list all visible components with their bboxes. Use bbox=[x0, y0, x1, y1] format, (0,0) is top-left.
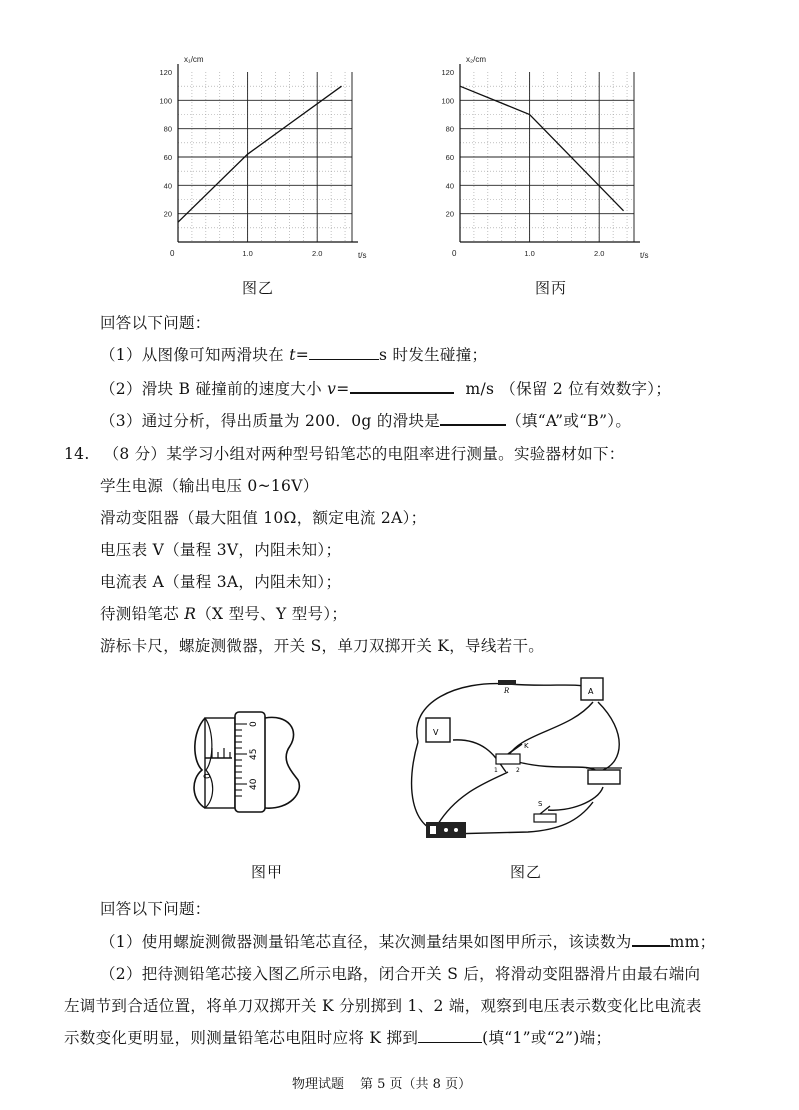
fig-yi-caption: 图乙 bbox=[510, 863, 543, 881]
footer-page: 第 5 页（共 8 页） bbox=[360, 1077, 472, 1092]
q14-stem-line bbox=[64, 442, 625, 464]
q13-item-1 bbox=[100, 343, 487, 365]
q14-stem: （8 分）某学习小组对两种型号铅笔芯的电阻率进行测量。实验器材如下： bbox=[103, 445, 625, 463]
micrometer-label-main-0: 0 bbox=[203, 773, 213, 779]
q14-q2-line1: （2）把待测铅笔芯接入图乙所示电路，闭合开关 S 后，将滑动变阻器滑片由最右端向 bbox=[100, 965, 701, 983]
q13-q2-var: v bbox=[327, 380, 337, 398]
chart-grid bbox=[460, 72, 634, 242]
y-tick-label: 120 bbox=[159, 68, 172, 77]
q13-q2-note: （保留 2 位有效数字）； bbox=[500, 380, 672, 398]
switch-k-label: K bbox=[524, 742, 529, 750]
q13-item-3 bbox=[100, 409, 631, 431]
chart-ylabel: x₂/cm bbox=[466, 55, 486, 64]
q14-tools: 游标卡尺，螺旋测微器，开关 S，单刀双掷开关 K，导线若干。 bbox=[100, 637, 545, 655]
y-tick-label: 80 bbox=[445, 124, 454, 134]
answer-blank[interactable] bbox=[440, 410, 506, 426]
q14-q1-post: mm； bbox=[669, 933, 716, 951]
x-tick-label: 2.0 bbox=[311, 249, 323, 258]
circuit-figure bbox=[398, 672, 638, 847]
answer-blank[interactable] bbox=[309, 345, 379, 360]
answer-blank[interactable] bbox=[350, 378, 454, 394]
chart-bing bbox=[422, 50, 662, 280]
ammeter-label: A bbox=[588, 687, 594, 696]
q14-pencil-var: R bbox=[184, 605, 197, 623]
voltmeter-label: V bbox=[433, 728, 439, 737]
q14-q2-line2: 左调节到合适位置，将单刀双掷开关 K 分别掷到 1、2 端，观察到电压表示数变化比电流表 bbox=[64, 997, 702, 1015]
q14-equipment-3: 电压表 V（量程 3V，内阻未知）； bbox=[100, 541, 342, 559]
chart-ylabel: x₁/cm bbox=[184, 55, 204, 64]
chart-tick-labels bbox=[159, 68, 322, 258]
q14-q1-pre: （1）使用螺旋测微器测量铅笔芯直径，某次测量结果如图甲所示，该读数为 bbox=[100, 933, 632, 951]
y-tick-label: 60 bbox=[445, 153, 454, 162]
y-tick-label: 120 bbox=[441, 68, 454, 77]
chart-origin-label: 0 bbox=[170, 249, 175, 258]
page-footer bbox=[292, 1073, 471, 1092]
footer-subject: 物理试题 bbox=[292, 1077, 345, 1092]
y-tick-label: 100 bbox=[441, 96, 454, 106]
q13-q2-eq: = bbox=[336, 380, 350, 398]
q13-q3-pre: （3）通过分析，得出质量为 200．0g 的滑块是 bbox=[100, 412, 441, 430]
answer-blank[interactable] bbox=[632, 931, 670, 947]
chart-caption-bing: 图丙 bbox=[535, 279, 568, 297]
q13-q3-post: （填“A”或“B”）。 bbox=[506, 412, 632, 430]
switch-k-terminal-2: 2 bbox=[516, 767, 520, 774]
y-tick-label: 40 bbox=[163, 181, 172, 191]
y-tick-label: 60 bbox=[163, 153, 172, 162]
q13-q1-pre: （1）从图像可知两滑块在 bbox=[100, 346, 290, 364]
q14-q2-line3-post: (填“1”或“2”)端； bbox=[482, 1029, 612, 1047]
chart-xlabel: t/s bbox=[640, 251, 649, 260]
y-tick-label: 20 bbox=[445, 209, 454, 219]
q13-q1-eq: = bbox=[295, 346, 310, 364]
x-tick-label: 1.0 bbox=[242, 249, 253, 258]
q13-q1-post: s 时发生碰撞； bbox=[379, 346, 488, 364]
chart-caption-yi-top: 图乙 bbox=[242, 279, 275, 297]
q14-q2-line3-pre: 示数变化更明显，则测量铅笔芯电阻时应将 K 掷到 bbox=[64, 1029, 419, 1047]
q13-q2-pre: （2）滑块 B 碰撞前的速度大小 bbox=[100, 380, 328, 398]
q13-intro: 回答以下问题： bbox=[100, 314, 211, 332]
x-tick-label: 1.0 bbox=[524, 249, 535, 258]
y-tick-label: 100 bbox=[159, 96, 172, 106]
q14-number: 14. bbox=[64, 445, 90, 463]
chart-tick-labels bbox=[441, 68, 604, 258]
q14-pencil-post: （X 型号、Y 型号）； bbox=[196, 605, 348, 623]
micrometer-figure bbox=[180, 700, 330, 820]
chart-yi-top bbox=[140, 50, 380, 280]
q14-intro2: 回答以下问题： bbox=[100, 900, 211, 918]
micrometer-label-0: 0 bbox=[249, 721, 259, 727]
switch-k-terminal-1: 1 bbox=[494, 767, 498, 774]
micrometer-label-45: 45 bbox=[249, 748, 259, 760]
answer-blank[interactable] bbox=[418, 1028, 482, 1043]
chart-origin-label: 0 bbox=[452, 249, 457, 258]
resistor-label: R bbox=[504, 687, 510, 695]
switch-s-label: S bbox=[538, 800, 543, 808]
y-tick-label: 40 bbox=[445, 181, 454, 191]
q14-item-1 bbox=[100, 930, 715, 952]
q13-item-2 bbox=[100, 377, 671, 399]
q14-equipment-4: 电流表 A（量程 3A，内阻未知）； bbox=[100, 573, 342, 591]
q14-pencil-pre: 待测铅笔芯 bbox=[100, 605, 185, 623]
x-tick-label: 2.0 bbox=[593, 249, 605, 258]
y-tick-label: 20 bbox=[163, 209, 172, 219]
q13-q2-unit: m/s bbox=[465, 380, 495, 398]
y-tick-label: 80 bbox=[163, 124, 172, 134]
q14-q2-line3 bbox=[64, 1026, 611, 1048]
fig-jia-caption: 图甲 bbox=[251, 863, 284, 881]
q14-equipment-5 bbox=[100, 602, 347, 624]
micrometer-label-40: 40 bbox=[249, 778, 259, 790]
q14-equipment-2: 滑动变阻器（最大阻值 10Ω，额定电流 2A）； bbox=[100, 509, 427, 527]
q13-q1-var: t bbox=[289, 346, 296, 364]
chart-xlabel: t/s bbox=[358, 251, 367, 260]
q14-equipment-1: 学生电源（输出电压 0~16V） bbox=[100, 477, 319, 495]
